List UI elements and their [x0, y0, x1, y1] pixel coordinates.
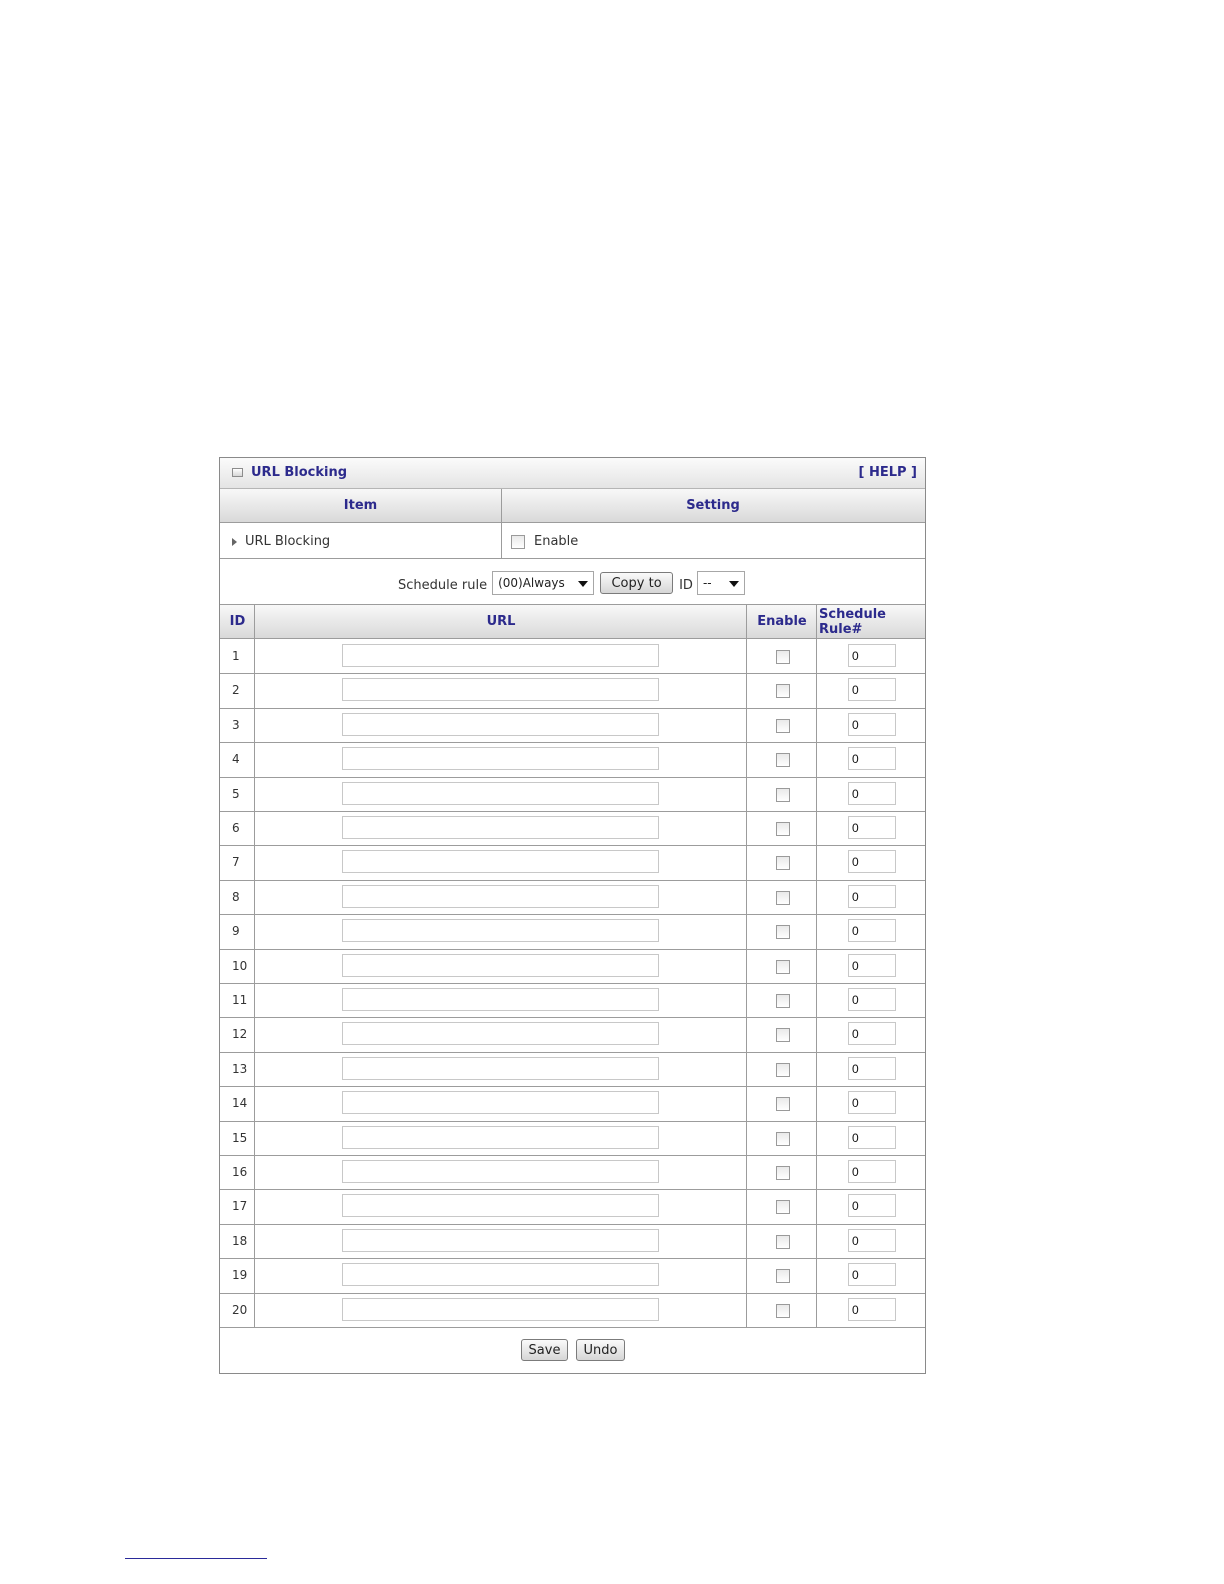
- dropdown-arrow-icon: [729, 581, 739, 587]
- table-row: [220, 1293, 925, 1327]
- url-input[interactable]: [342, 1229, 659, 1252]
- url-blocking-enable-label: Enable: [534, 534, 579, 549]
- table-row: [220, 811, 925, 845]
- schedule-rule-row: [398, 571, 745, 595]
- table-row: [220, 1155, 925, 1189]
- row-divider: [220, 1052, 925, 1053]
- row-enable-checkbox[interactable]: [776, 1028, 790, 1042]
- row-id: 14: [232, 1096, 248, 1110]
- url-input[interactable]: [342, 1194, 659, 1217]
- url-input[interactable]: [342, 747, 659, 770]
- column-header-setting: Setting: [501, 489, 925, 523]
- row-id: 12: [232, 1027, 248, 1041]
- url-input[interactable]: [342, 678, 659, 701]
- row-enable-checkbox[interactable]: [776, 1304, 790, 1318]
- row-id: 19: [232, 1268, 248, 1282]
- row-divider: [220, 949, 925, 950]
- url-input[interactable]: [342, 850, 659, 873]
- schedule-rule-label: Schedule rule: [398, 577, 488, 593]
- row-id: 3: [232, 718, 240, 732]
- schedule-rule-input[interactable]: [848, 919, 896, 942]
- schedule-rule-input[interactable]: [848, 1160, 896, 1183]
- url-input[interactable]: [342, 816, 659, 839]
- panel-titlebar: [220, 458, 925, 489]
- table-row: [220, 708, 925, 742]
- row-divider: [220, 914, 925, 915]
- row-divider: [220, 673, 925, 674]
- schedule-rule-input[interactable]: [848, 1263, 896, 1286]
- table-row: [220, 1258, 925, 1292]
- panel-title: URL Blocking: [251, 465, 348, 480]
- row-enable-checkbox[interactable]: [776, 1132, 790, 1146]
- row-enable-checkbox[interactable]: [776, 719, 790, 733]
- row-divider: [220, 1017, 925, 1018]
- schedule-rule-input[interactable]: [848, 1229, 896, 1252]
- schedule-rule-input[interactable]: [848, 816, 896, 839]
- row-enable-checkbox[interactable]: [776, 788, 790, 802]
- row-enable-checkbox[interactable]: [776, 650, 790, 664]
- copy-to-id-select[interactable]: [697, 571, 745, 595]
- table-row: [220, 880, 925, 914]
- table-row: [220, 1224, 925, 1258]
- footnote-separator: [125, 1558, 267, 1559]
- row-divider: [220, 1189, 925, 1190]
- row-enable-checkbox[interactable]: [776, 1200, 790, 1214]
- schedule-rule-input[interactable]: [848, 1091, 896, 1114]
- row-id: 10: [232, 959, 248, 973]
- url-input[interactable]: [342, 1160, 659, 1183]
- row-divider: [220, 1258, 925, 1259]
- url-blocking-enable-checkbox[interactable]: [511, 535, 525, 549]
- url-blocking-label-wrap: [232, 534, 330, 549]
- panel-window-icon: [232, 468, 243, 477]
- row-id: 7: [232, 855, 240, 869]
- schedule-rule-select-value: (00)Always: [498, 576, 565, 590]
- row-divider: [220, 1224, 925, 1225]
- row-id: 13: [232, 1062, 248, 1076]
- schedule-rule-input[interactable]: [848, 1126, 896, 1149]
- row-divider: [220, 1293, 925, 1294]
- row-enable-checkbox[interactable]: [776, 1097, 790, 1111]
- schedule-rule-input[interactable]: [848, 782, 896, 805]
- url-input[interactable]: [342, 644, 659, 667]
- triangle-right-icon: [232, 538, 237, 546]
- row-id: 5: [232, 787, 240, 801]
- schedule-rule-input[interactable]: [848, 1298, 896, 1321]
- row-enable-checkbox[interactable]: [776, 753, 790, 767]
- url-input[interactable]: [342, 919, 659, 942]
- schedule-rule-input[interactable]: [848, 988, 896, 1011]
- row-divider: [220, 742, 925, 743]
- schedule-rule-input[interactable]: [848, 644, 896, 667]
- table-row: [220, 742, 925, 776]
- row-id: 20: [232, 1303, 248, 1317]
- table-row: [220, 1121, 925, 1155]
- row-enable-checkbox[interactable]: [776, 891, 790, 905]
- row-id: 6: [232, 821, 240, 835]
- row-enable-checkbox[interactable]: [776, 994, 790, 1008]
- schedule-rule-input[interactable]: [848, 954, 896, 977]
- row-id: 17: [232, 1199, 248, 1213]
- url-input[interactable]: [342, 782, 659, 805]
- schedule-rule-input[interactable]: [848, 885, 896, 908]
- table-row: [220, 1052, 925, 1086]
- column-header-schedule-rule: Schedule Rule#: [817, 605, 925, 639]
- schedule-rule-input[interactable]: [848, 1194, 896, 1217]
- schedule-rule-select[interactable]: [492, 571, 594, 595]
- row-divider: [220, 1155, 925, 1156]
- help-link[interactable]: [ HELP ]: [858, 465, 917, 480]
- row-id: 9: [232, 924, 240, 938]
- schedule-rule-input[interactable]: [848, 850, 896, 873]
- row-divider: [220, 777, 925, 778]
- row-enable-checkbox[interactable]: [776, 1166, 790, 1180]
- url-blocking-panel: [219, 457, 926, 1374]
- row-divider: [220, 811, 925, 812]
- row-divider: [220, 1086, 925, 1087]
- schedule-rule-input[interactable]: [848, 747, 896, 770]
- table-row: [220, 845, 925, 879]
- schedule-rule-input[interactable]: [848, 1057, 896, 1080]
- footer-buttons: [521, 1339, 625, 1361]
- row-enable-checkbox[interactable]: [776, 822, 790, 836]
- table-row: [220, 949, 925, 983]
- row-id: 15: [232, 1131, 248, 1145]
- row-enable-checkbox[interactable]: [776, 1063, 790, 1077]
- schedule-rule-input[interactable]: [848, 713, 896, 736]
- row-id: 11: [232, 993, 248, 1007]
- row-divider: [220, 708, 925, 709]
- row-id: 2: [232, 683, 240, 697]
- table-row: [220, 914, 925, 948]
- row-enable-checkbox[interactable]: [776, 960, 790, 974]
- url-input[interactable]: [342, 713, 659, 736]
- row-enable-checkbox[interactable]: [776, 1235, 790, 1249]
- save-button[interactable]: Save: [521, 1339, 568, 1361]
- row-id: 4: [232, 752, 240, 766]
- row-divider: [220, 880, 925, 881]
- dropdown-arrow-icon: [578, 581, 588, 587]
- url-input[interactable]: [342, 1057, 659, 1080]
- url-blocking-label: URL Blocking: [245, 534, 331, 549]
- schedule-rule-input[interactable]: [848, 678, 896, 701]
- url-input[interactable]: [342, 1022, 659, 1045]
- url-input[interactable]: [342, 1091, 659, 1114]
- url-input[interactable]: [342, 1126, 659, 1149]
- url-input[interactable]: [342, 1298, 659, 1321]
- url-input[interactable]: [342, 885, 659, 908]
- row-divider: [220, 1121, 925, 1122]
- url-input[interactable]: [342, 1263, 659, 1286]
- row-enable-checkbox[interactable]: [776, 925, 790, 939]
- table-row: [220, 639, 925, 673]
- table-row: [220, 777, 925, 811]
- copy-to-id-select-value: --: [702, 576, 712, 590]
- row-id: 16: [232, 1165, 248, 1179]
- url-blocking-enable-wrap: [511, 534, 578, 549]
- table-row: [220, 1189, 925, 1223]
- row-enable-checkbox[interactable]: [776, 1269, 790, 1283]
- copy-to-button[interactable]: Copy to: [600, 572, 673, 594]
- undo-button[interactable]: Undo: [576, 1339, 625, 1361]
- column-header-item: Item: [220, 489, 501, 523]
- url-input[interactable]: [342, 954, 659, 977]
- row-divider: [220, 845, 925, 846]
- column-header-enable: Enable: [747, 605, 817, 639]
- table-row: [220, 673, 925, 707]
- column-header-url: URL: [255, 605, 747, 639]
- row-enable-checkbox[interactable]: [776, 684, 790, 698]
- row-id: 1: [232, 649, 240, 663]
- table-row: [220, 983, 925, 1017]
- table-row: [220, 1086, 925, 1120]
- row-id: 18: [232, 1234, 248, 1248]
- table-row: [220, 1017, 925, 1051]
- row-enable-checkbox[interactable]: [776, 856, 790, 870]
- row-divider: [220, 983, 925, 984]
- row-id: 8: [232, 890, 240, 904]
- schedule-rule-input[interactable]: [848, 1022, 896, 1045]
- url-input[interactable]: [342, 988, 659, 1011]
- column-header-id: ID: [220, 605, 255, 639]
- copy-to-id-label: ID: [679, 577, 693, 593]
